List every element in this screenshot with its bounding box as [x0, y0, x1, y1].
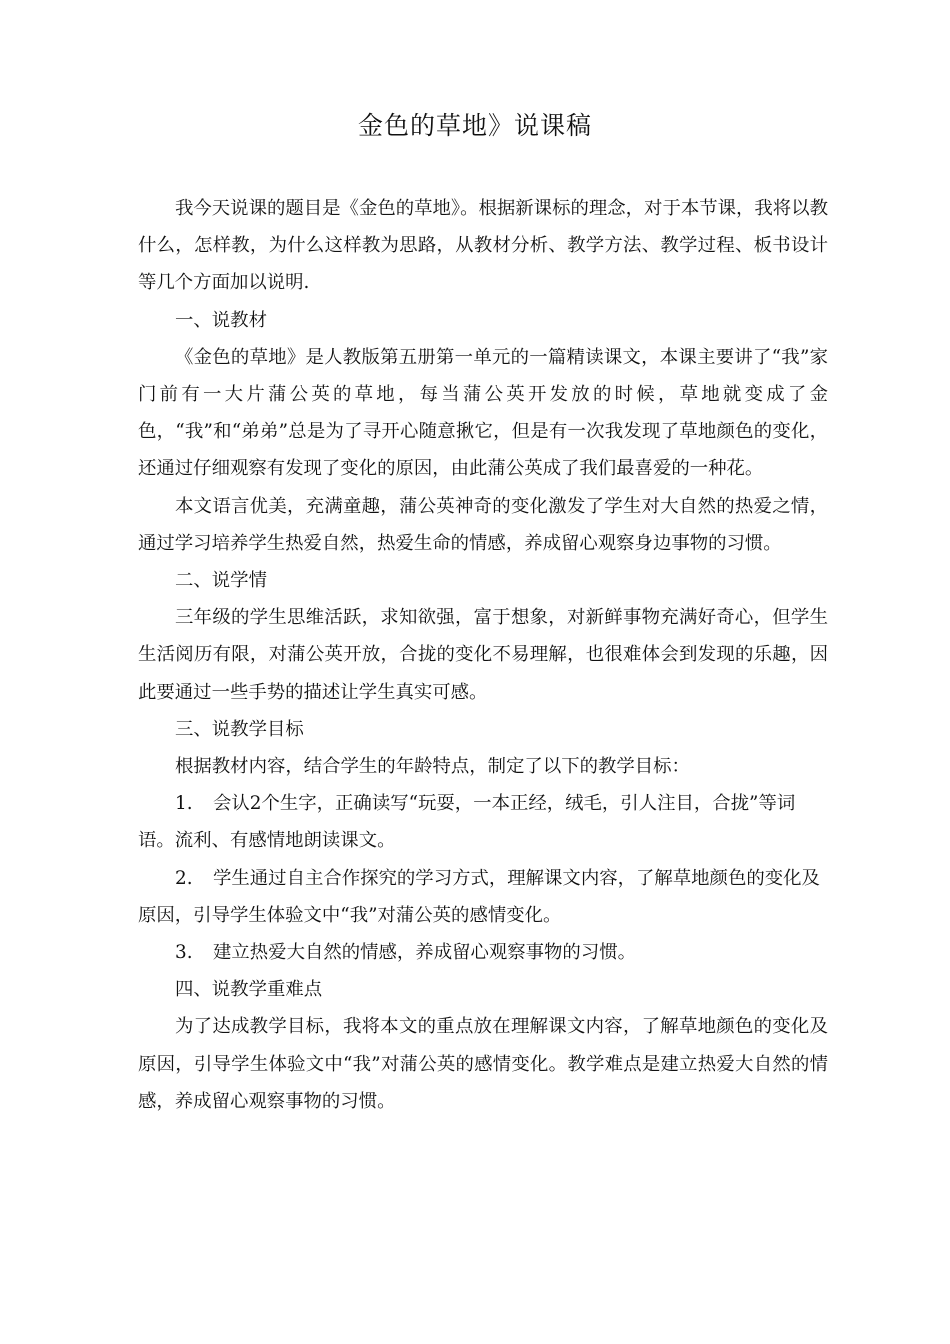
paragraph: 三年级的学生思维活跃，求知欲强，富于想象，对新鲜事物充满好奇心，但学生生活阅历有限，对蒲公英开放，合拢的变化不易理解，也很难体会到发现的乐趣，因此要通过一些手势的描述让学生真实可感。	[138, 607, 828, 703]
intro-paragraph: 我今天说课的题目是《金色的草地》。根据新课标的理念，对于本节课，我将以教什么，怎样教，为什么这样教为思路，从教材分析、教学方法、教学过程、板书设计等几个方面加以说明.	[138, 198, 828, 294]
item-number: 2.	[175, 867, 193, 889]
numbered-item	[138, 785, 828, 859]
numbered-item	[138, 934, 828, 971]
item-number: 3.	[175, 942, 193, 964]
numbered-item	[138, 860, 828, 934]
item-text: 会认2个生字，正确读写“玩耍，一本正经，绒毛，引人注目，合拢”等词语。流利、有感情地朗读课文。	[138, 793, 796, 852]
paragraph: 根据教材内容，结合学生的年龄特点，制定了以下的教学目标：	[175, 756, 690, 778]
section-heading: 一、说教材	[175, 309, 267, 331]
paragraph: 《金色的草地》是人教版第五册第一单元的一篇精读课文，本课主要讲了“我”家门前有一大片蒲公英的草地，每当蒲公英开发放的时候，草地就变成了金色，“我”和“弟弟”总是为了寻开心随意揪它，但是有一次我发现了草地颜色的变化，还通过仔细观察有发现了变化的原因，由此蒲公英成了我们最喜爱的一种花。	[138, 346, 828, 480]
section-heading: 二、说学情	[175, 570, 267, 592]
paragraph: 为了达成教学目标，我将本文的重点放在理解课文内容，了解草地颜色的变化及原因，引导学生体验文中“我”对蒲公英的感情变化。教学难点是建立热爱大自然的情感，养成留心观察事物的习惯。	[138, 1016, 828, 1112]
section-heading: 四、说教学重难点	[175, 979, 323, 1001]
document-body	[138, 190, 828, 1120]
paragraph: 本文语言优美，充满童趣，蒲公英神奇的变化激发了学生对大自然的热爱之情，通过学习培养学生热爱自然，热爱生命的情感，养成留心观察身边事物的习惯。	[138, 495, 828, 554]
document-title: 金色的草地》说课稿	[357, 111, 592, 140]
item-text: 学生通过自主合作探究的学习方式，理解课文内容，了解草地颜色的变化及原因，引导学生体验文中“我”对蒲公英的感情变化。	[138, 867, 820, 926]
item-number: 1.	[175, 793, 193, 815]
item-text: 建立热爱大自然的情感，养成留心观察事物的习惯。	[213, 942, 636, 964]
section-heading: 三、说教学目标	[175, 718, 304, 740]
